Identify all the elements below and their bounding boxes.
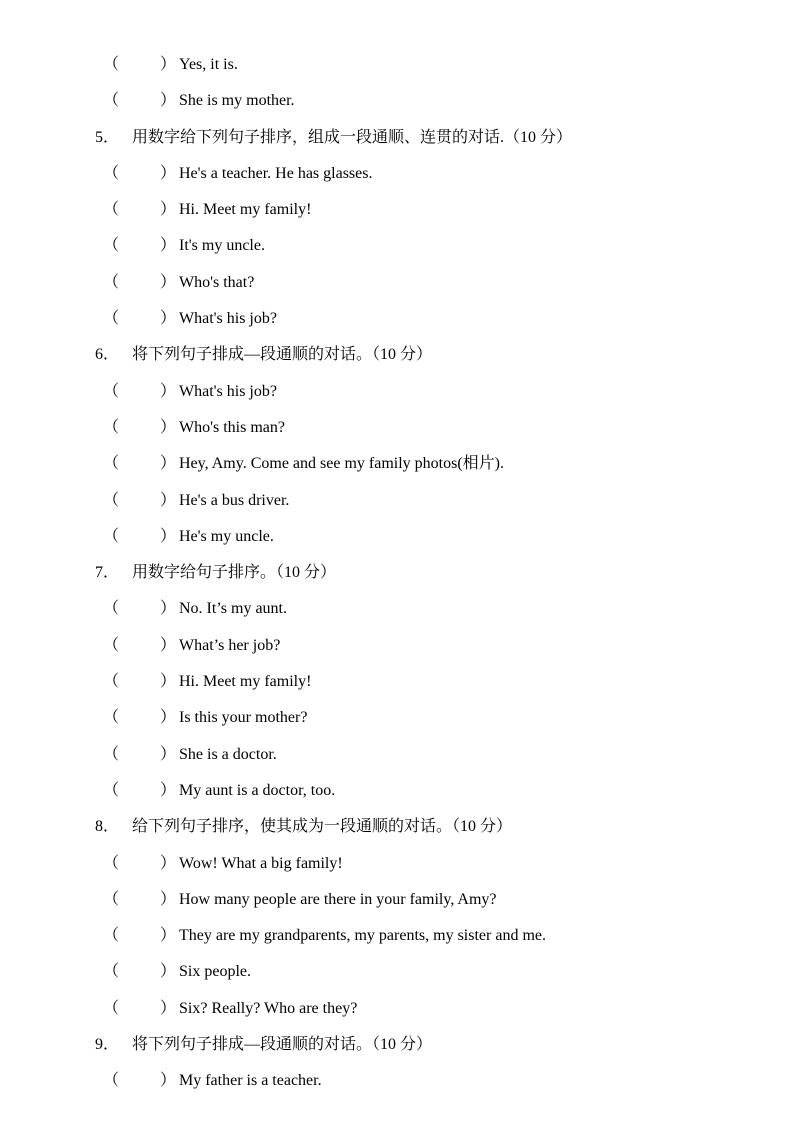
- answer-blank-close-paren: ）: [160, 491, 177, 509]
- answer-blank-close-paren: ）: [160, 201, 177, 219]
- answer-blank-open-paren: （: [103, 455, 120, 473]
- sentence-item: [0, 156, 794, 192]
- sentence-item: [0, 192, 794, 228]
- answer-blank-open-paren: （: [103, 673, 120, 691]
- answer-blank-close-paren: ）: [160, 237, 177, 255]
- sentence-text: He's a bus driver.: [179, 491, 290, 509]
- sentence-item: [0, 228, 794, 264]
- sentence-item: [0, 846, 794, 882]
- answer-blank-close-paren: ）: [160, 673, 177, 691]
- sentence-item: [0, 410, 794, 446]
- question-number: 9．: [95, 1036, 120, 1054]
- answer-blank-close-paren: ）: [160, 745, 177, 763]
- answer-blank-open-paren: （: [103, 999, 120, 1017]
- answer-blank-close-paren: ）: [160, 999, 177, 1017]
- answer-blank-close-paren: ）: [160, 382, 177, 400]
- sentence-item: [0, 301, 794, 337]
- answer-blank-open-paren: （: [103, 527, 120, 545]
- question-instruction: 将下列句子排成—段通顺的对话。（10 分）: [132, 1036, 433, 1054]
- answer-blank-close-paren: ）: [160, 927, 177, 945]
- question-number: 5．: [95, 128, 120, 146]
- question-heading: [0, 1027, 794, 1063]
- answer-blank-open-paren: （: [103, 1072, 120, 1090]
- answer-blank-close-paren: ）: [160, 963, 177, 981]
- question-heading: [0, 337, 794, 373]
- answer-blank-close-paren: ）: [160, 600, 177, 618]
- sentence-item: [0, 773, 794, 809]
- answer-blank-open-paren: （: [103, 927, 120, 945]
- sentence-text: How many people are there in your family, Amy?: [179, 890, 497, 908]
- sentence-text: Wow! What a big family!: [179, 854, 343, 872]
- answer-blank-close-paren: ）: [160, 854, 177, 872]
- sentence-text: Who's this man?: [179, 418, 285, 436]
- answer-blank-close-paren: ）: [160, 890, 177, 908]
- sentence-item: [0, 1063, 794, 1099]
- sentence-item: [0, 882, 794, 918]
- answer-blank-close-paren: ）: [160, 455, 177, 473]
- answer-blank-open-paren: （: [103, 745, 120, 763]
- sentence-text: No. It’s my aunt.: [179, 600, 287, 618]
- answer-blank-open-paren: （: [103, 310, 120, 328]
- sentence-text: What’s her job?: [179, 636, 281, 654]
- sentence-text: What's his job?: [179, 382, 277, 400]
- answer-blank-open-paren: （: [103, 636, 120, 654]
- question-instruction: 将下列句子排成—段通顺的对话。（10 分）: [132, 346, 433, 364]
- sentence-text: She is my mother.: [179, 92, 295, 110]
- sentence-item: [0, 628, 794, 664]
- sentence-text: Who's that?: [179, 273, 255, 291]
- sentence-text: Is this your mother?: [179, 709, 308, 727]
- answer-blank-close-paren: ）: [160, 781, 177, 799]
- answer-blank-open-paren: （: [103, 164, 120, 182]
- answer-blank-open-paren: （: [103, 382, 120, 400]
- sentence-text: What's his job?: [179, 310, 277, 328]
- sentence-text: She is a doctor.: [179, 745, 277, 763]
- sentence-item: [0, 483, 794, 519]
- sentence-item: [0, 519, 794, 555]
- sentence-text: It's my uncle.: [179, 237, 265, 255]
- sentence-item: [0, 700, 794, 736]
- sentence-text: My father is a teacher.: [179, 1072, 322, 1090]
- sentence-text: My aunt is a doctor, too.: [179, 781, 336, 799]
- sentence-text: Hi. Meet my family!: [179, 201, 312, 219]
- answer-blank-close-paren: ）: [160, 56, 177, 73]
- question-number: 8．: [95, 818, 120, 836]
- sentence-item: [0, 591, 794, 627]
- answer-blank-close-paren: ）: [160, 310, 177, 328]
- answer-blank-close-paren: ）: [160, 527, 177, 545]
- answer-blank-close-paren: ）: [160, 418, 177, 436]
- answer-blank-close-paren: ）: [160, 709, 177, 727]
- sentence-text: Hi. Meet my family!: [179, 673, 312, 691]
- question-instruction: 用数字给下列句子排序，组成一段通顺、连贯的对话.（10 分）: [132, 128, 573, 146]
- question-heading: [0, 809, 794, 845]
- sentence-item: [0, 918, 794, 954]
- sentence-item: [0, 737, 794, 773]
- answer-blank-open-paren: （: [103, 418, 120, 436]
- sentence-item: [0, 954, 794, 990]
- sentence-text: Six? Really? Who are they?: [179, 999, 358, 1017]
- answer-blank-close-paren: ）: [160, 92, 177, 110]
- answer-blank-open-paren: （: [103, 963, 120, 981]
- answer-blank-close-paren: ）: [160, 636, 177, 654]
- sentence-item: [0, 47, 794, 83]
- answer-blank-open-paren: （: [103, 201, 120, 219]
- answer-blank-close-paren: ）: [160, 164, 177, 182]
- answer-blank-open-paren: （: [103, 56, 120, 73]
- sentence-text: Six people.: [179, 963, 251, 981]
- sentence-text: He's my uncle.: [179, 527, 274, 545]
- sentence-text: Yes, it is.: [179, 56, 238, 73]
- answer-blank-open-paren: （: [103, 709, 120, 727]
- sentence-text: They are my grandparents, my parents, my sister and me.: [179, 927, 546, 945]
- worksheet-page: [0, 47, 794, 1100]
- answer-blank-close-paren: ）: [160, 273, 177, 291]
- answer-blank-open-paren: （: [103, 600, 120, 618]
- answer-blank-open-paren: （: [103, 92, 120, 110]
- sentence-text: He's a teacher. He has glasses.: [179, 164, 373, 182]
- sentence-item: [0, 991, 794, 1027]
- sentence-text: Hey, Amy. Come and see my family photos(相片).: [179, 455, 504, 473]
- answer-blank-open-paren: （: [103, 237, 120, 255]
- sentence-item: [0, 446, 794, 482]
- answer-blank-close-paren: ）: [160, 1072, 177, 1090]
- answer-blank-open-paren: （: [103, 890, 120, 908]
- question-number: 7．: [95, 564, 120, 582]
- sentence-item: [0, 664, 794, 700]
- question-number: 6．: [95, 346, 120, 364]
- question-instruction: 给下列句子排序，使其成为一段通顺的对话。（10 分）: [132, 818, 513, 836]
- answer-blank-open-paren: （: [103, 854, 120, 872]
- question-heading: [0, 555, 794, 591]
- answer-blank-open-paren: （: [103, 781, 120, 799]
- sentence-item: [0, 374, 794, 410]
- sentence-item: [0, 265, 794, 301]
- question-heading: [0, 120, 794, 156]
- sentence-item: [0, 83, 794, 119]
- answer-blank-open-paren: （: [103, 491, 120, 509]
- answer-blank-open-paren: （: [103, 273, 120, 291]
- question-instruction: 用数字给句子排序。（10 分）: [132, 564, 337, 582]
